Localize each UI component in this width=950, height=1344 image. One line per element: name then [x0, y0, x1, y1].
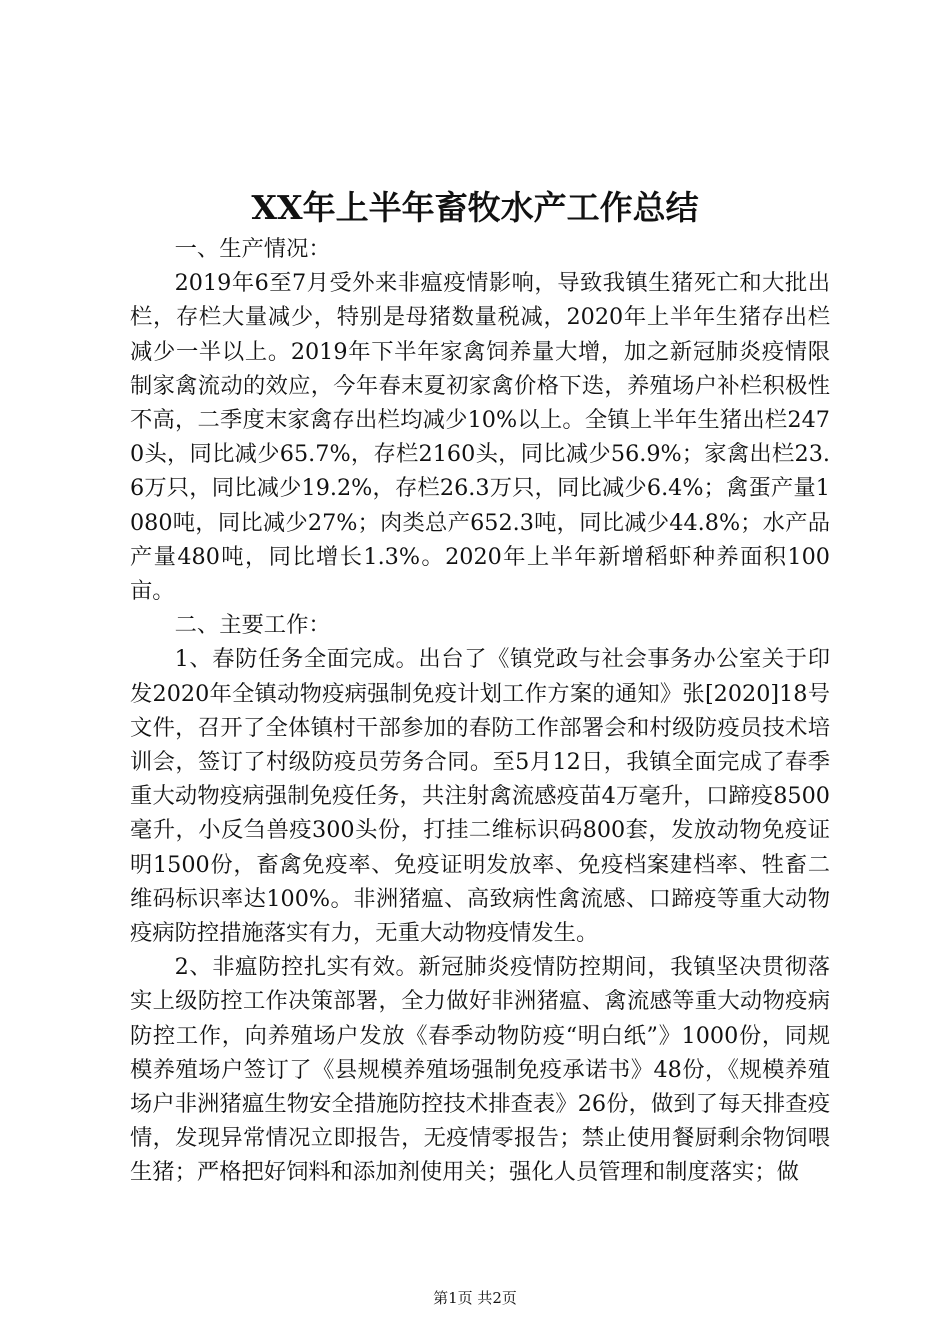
page-number-footer: 第1页 共2页 — [433, 1289, 517, 1307]
paragraph-spring-prevention: 1、春防任务全面完成。出台了《镇党政与社会事务办公室关于印发2020年全镇动物疫病强制免疫计划工作方案的通知》张[2020]18号文件，召开了全体镇村干部参加的春防工作部署会和村级防疫员技术培训会，签订了村级防疫员劳务合同。至5月12日，我镇全面完成了春季重大动物疫病强制免疫任务，共注射禽流感疫苗4万毫升，口蹄疫8500毫升，小反刍兽疫300头份，打挂二维标识码800套，发放动物免疫证明1500份，畜禽免疫率、免疫证明发放率、免疫档案建档率、牲畜二维码标识率达100%。非洲猪瘟、高致病性禽流感、口蹄疫等重大动物疫病防控措施落实有力，无重大动物疫情发生。 — [130, 646, 830, 947]
section-heading-main-work: 二、主要工作： — [174, 612, 331, 639]
document-title: XX年上半年畜牧水产工作总结 — [251, 188, 699, 227]
paragraph-production-details: 2019年6至7月受外来非瘟疫情影响，导致我镇生猪死亡和大批出栏，存栏大量减少，特别是母猪数量税减，2020年上半年生猪存出栏减少一半以上。2019年下半年家禽饲养量大增，加之新冠肺炎疫情限制家禽流动的效应，今年春末夏初家禽价格下迭，养殖场户补栏积极性不高，二季度末家禽存出栏均减少10%以上。全镇上半年生猪出栏2470头，同比减少65.7%，存栏2160头，同比减少56.9%；家禽出栏23.6万只，同比减少19.2%，存栏26.3万只，同比减少6.4%；禽蛋产量1080吨，同比减少27%；肉类总产652.3吨，同比减少44.8%；水产品产量480吨，同比增长1.3%。2020年上半年新增稻虾种养面积100亩。 — [130, 270, 830, 605]
document-body — [130, 232, 830, 1190]
paragraph-swine-fever-control: 2、非瘟防控扎实有效。新冠肺炎疫情防控期间，我镇坚决贯彻落实上级防控工作决策部署，全力做好非洲猪瘟、禽流感等重大动物疫病防控工作，向养殖场户发放《春季动物防疫“明白纸”》1000份，同规模养殖场户签订了《县规模养殖场强制免疫承诺书》48份，《规模养殖场户非洲猪瘟生物安全措施防控技术排查表》26份，做到了每天排查疫情，发现异常情况立即报告，无疫情零报告；禁止使用餐厨剩余物饲喂生猪；严格把好饲料和添加剂使用关；强化人员管理和制度落实；做 — [130, 954, 830, 1186]
section-heading-production: 一、生产情况： — [174, 236, 331, 262]
